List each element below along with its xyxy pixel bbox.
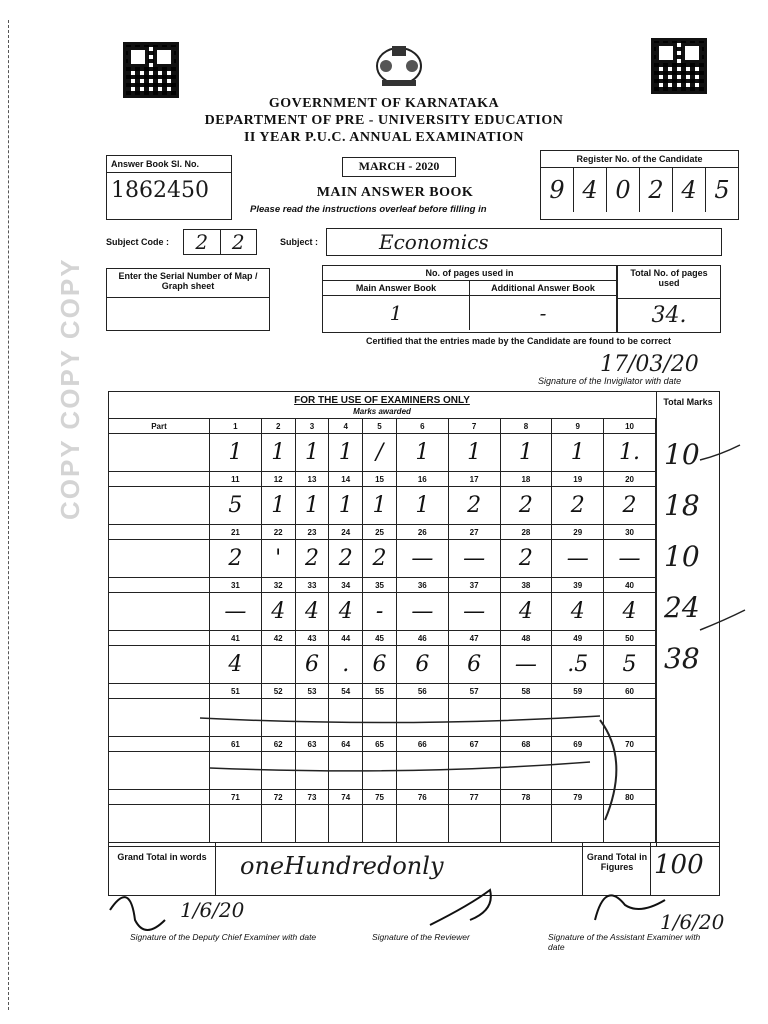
question-number: 19 (552, 472, 604, 487)
mark-value: 1 (448, 434, 500, 472)
examiners-heading: FOR THE USE OF EXAMINERS ONLY (294, 395, 470, 406)
question-number: 55 (363, 684, 397, 699)
marks-awarded-label: Marks awarded (353, 407, 411, 416)
mark-value: ' (261, 540, 295, 578)
reviewer-signature-label: Signature of the Reviewer (372, 932, 470, 942)
mark-value: 1 (396, 434, 448, 472)
mark-value: .5 (552, 646, 604, 684)
mark-value: 1 (261, 487, 295, 525)
question-number: 13 (295, 472, 329, 487)
question-number: 77 (448, 790, 500, 805)
subject-code-digit: 2 (184, 230, 221, 254)
book-title: MAIN ANSWER BOOK (316, 185, 474, 200)
question-number: 76 (396, 790, 448, 805)
part-label: Part (109, 419, 210, 434)
invigilator-label: Signature of the Invigilator with date (538, 376, 682, 386)
question-number: 32 (261, 578, 295, 593)
question-number: 56 (396, 684, 448, 699)
mark-value: 6 (363, 646, 397, 684)
mark-value: 4 (552, 593, 604, 631)
mark-value: 4 (604, 593, 656, 631)
question-number: 4 (329, 419, 363, 434)
row-total-marks: 38 (664, 642, 700, 675)
mark-value: 5 (604, 646, 656, 684)
question-number: 65 (363, 737, 397, 752)
total-marks-label: Total Marks (663, 397, 713, 407)
answer-book-label: Answer Book Sl. No. (107, 156, 231, 173)
question-number: 26 (396, 525, 448, 540)
question-number: 37 (448, 578, 500, 593)
question-number: 20 (604, 472, 656, 487)
question-number: 36 (396, 578, 448, 593)
question-number: 29 (552, 525, 604, 540)
question-number: 73 (295, 790, 329, 805)
mark-value: 2 (363, 540, 397, 578)
question-number: 23 (295, 525, 329, 540)
mark-value: 1 (210, 434, 262, 472)
question-number: 1 (210, 419, 262, 434)
serial-map-label: Enter the Serial Number of Map / Graph sheet (107, 269, 269, 298)
watermark: COPY COPY COPY (55, 257, 85, 520)
question-number: 75 (363, 790, 397, 805)
question-number: 10 (604, 419, 656, 434)
question-number: 44 (329, 631, 363, 646)
question-number: 17 (448, 472, 500, 487)
mark-value: — (210, 593, 262, 631)
question-number: 71 (210, 790, 262, 805)
question-number: 61 (210, 737, 262, 752)
header-line3: II YEAR P.U.C. ANNUAL EXAMINATION (243, 130, 525, 145)
additional-book-label: Additional Answer Book (491, 283, 595, 293)
question-number: 35 (363, 578, 397, 593)
register-digit: 4 (574, 168, 607, 212)
question-number: 45 (363, 631, 397, 646)
mark-value: 4 (329, 593, 363, 631)
mark-value: 2 (210, 540, 262, 578)
question-number: 28 (500, 525, 552, 540)
mark-value: 1 (295, 434, 329, 472)
assistant-signature-label: Signature of the Assistant Examiner with date (548, 932, 701, 952)
mark-value: / (363, 434, 397, 472)
row-total-marks: 18 (664, 489, 700, 522)
mark-value: 1 (500, 434, 552, 472)
mark-value: 1 (295, 487, 329, 525)
question-number: 53 (295, 684, 329, 699)
mark-value: 2 (448, 487, 500, 525)
question-number: 27 (448, 525, 500, 540)
mark-value: 4 (500, 593, 552, 631)
question-number: 18 (500, 472, 552, 487)
mark-value: 1 (329, 434, 363, 472)
mark-value: 2 (500, 540, 552, 578)
mark-value: 1 (552, 434, 604, 472)
register-digit: 0 (607, 168, 640, 212)
subject-name-value: Economics (379, 230, 489, 254)
question-number: 8 (500, 419, 552, 434)
question-number: 47 (448, 631, 500, 646)
question-number: 21 (210, 525, 262, 540)
question-number: 78 (500, 790, 552, 805)
mark-value: 1 (396, 487, 448, 525)
mark-value: 1. (604, 434, 656, 472)
total-pages-value: 34. (651, 303, 687, 328)
question-number: 33 (295, 578, 329, 593)
question-number: 49 (552, 631, 604, 646)
answer-book-value: 1862450 (111, 178, 209, 203)
instructions-text: Please read the instructions overleaf before filling in (250, 204, 487, 215)
question-number: 11 (210, 472, 262, 487)
question-number: 16 (396, 472, 448, 487)
question-number: 34 (329, 578, 363, 593)
row-total-marks: 24 (664, 591, 700, 624)
question-number: 22 (261, 525, 295, 540)
mark-value: — (604, 540, 656, 578)
question-number: 74 (329, 790, 363, 805)
question-number: 72 (261, 790, 295, 805)
row-total-marks: 10 (664, 438, 700, 471)
question-number: 67 (448, 737, 500, 752)
mark-value: 2 (500, 487, 552, 525)
question-number: 68 (500, 737, 552, 752)
mark-value: — (448, 593, 500, 631)
question-number: 48 (500, 631, 552, 646)
mark-value: 6 (396, 646, 448, 684)
question-number: 64 (329, 737, 363, 752)
question-number: 51 (210, 684, 262, 699)
mark-value: — (552, 540, 604, 578)
mark-value: 2 (329, 540, 363, 578)
question-number: 14 (329, 472, 363, 487)
question-number: 43 (295, 631, 329, 646)
assistant-date: 1/6/20 (660, 910, 725, 934)
mark-value: 5 (210, 487, 262, 525)
grand-total-words-label: Grand Total in words (117, 852, 207, 862)
mark-value: 1 (329, 487, 363, 525)
mark-value: 4 (210, 646, 262, 684)
question-number: 30 (604, 525, 656, 540)
register-digit: 4 (673, 168, 706, 212)
question-number: 57 (448, 684, 500, 699)
question-number: 3 (295, 419, 329, 434)
question-number: 42 (261, 631, 295, 646)
mark-value: 2 (552, 487, 604, 525)
mark-value: - (363, 593, 397, 631)
question-number: 2 (261, 419, 295, 434)
question-number: 69 (552, 737, 604, 752)
question-number: 66 (396, 737, 448, 752)
question-number: 5 (363, 419, 397, 434)
question-number: 9 (552, 419, 604, 434)
question-number: 41 (210, 631, 262, 646)
deputy-date: 1/6/20 (180, 898, 245, 922)
question-number: 7 (448, 419, 500, 434)
invigilator-date: 17/03/20 (600, 352, 699, 377)
mark-value: 1 (363, 487, 397, 525)
question-number: 58 (500, 684, 552, 699)
mark-value: 1 (261, 434, 295, 472)
subject-name-label: Subject : (280, 237, 319, 247)
grand-total-words-value: oneHundredonly (240, 852, 444, 880)
question-number: 46 (396, 631, 448, 646)
mark-value: — (396, 540, 448, 578)
question-number: 59 (552, 684, 604, 699)
subject-code-digit: 2 (231, 230, 245, 254)
question-number: 40 (604, 578, 656, 593)
question-number: 50 (604, 631, 656, 646)
question-number: 39 (552, 578, 604, 593)
mark-value: 2 (604, 487, 656, 525)
grand-total-figures-label: Grand Total in Figures (586, 852, 648, 872)
main-book-label: Main Answer Book (323, 281, 470, 295)
mark-value: — (448, 540, 500, 578)
question-number: 70 (604, 737, 656, 752)
mark-value: 2 (295, 540, 329, 578)
question-number: 25 (363, 525, 397, 540)
question-number: 63 (295, 737, 329, 752)
mark-value: . (329, 646, 363, 684)
pages-heading: No. of pages used in (323, 266, 616, 281)
mark-value: 6 (295, 646, 329, 684)
mark-value: 4 (295, 593, 329, 631)
mark-value: — (396, 593, 448, 631)
question-number: 24 (329, 525, 363, 540)
exam-month: MARCH - 2020 (342, 157, 456, 177)
question-number: 79 (552, 790, 604, 805)
row-total-marks: 10 (664, 540, 700, 573)
question-number: 12 (261, 472, 295, 487)
grand-total-figures-value: 100 (654, 850, 704, 880)
main-book-value: 1 (323, 296, 470, 330)
register-digit: 5 (714, 176, 730, 204)
register-digit: 2 (640, 168, 673, 212)
question-number: 38 (500, 578, 552, 593)
question-number: 62 (261, 737, 295, 752)
additional-book-value: - (539, 301, 547, 325)
subject-code-label: Subject Code : (106, 237, 170, 247)
question-number: 15 (363, 472, 397, 487)
header-line2: DEPARTMENT OF PRE - UNIVERSITY EDUCATION (204, 113, 564, 128)
register-label: Register No. of the Candidate (541, 151, 738, 168)
register-digit: 9 (541, 168, 574, 212)
mark-value: 4 (261, 593, 295, 631)
question-number: 80 (604, 790, 656, 805)
question-number: 54 (329, 684, 363, 699)
question-number: 31 (210, 578, 262, 593)
total-pages-label: Total No. of pages used (618, 266, 720, 299)
certified-text: Certified that the entries made by the Candidate are found to be correct (366, 336, 672, 346)
question-number: 6 (396, 419, 448, 434)
mark-value: 6 (448, 646, 500, 684)
question-number: 60 (604, 684, 656, 699)
deputy-signature-label: Signature of the Deputy Chief Examiner with date (130, 932, 317, 942)
mark-value: — (500, 646, 552, 684)
question-number: 52 (261, 684, 295, 699)
header-line1: GOVERNMENT OF KARNATAKA (268, 96, 500, 111)
